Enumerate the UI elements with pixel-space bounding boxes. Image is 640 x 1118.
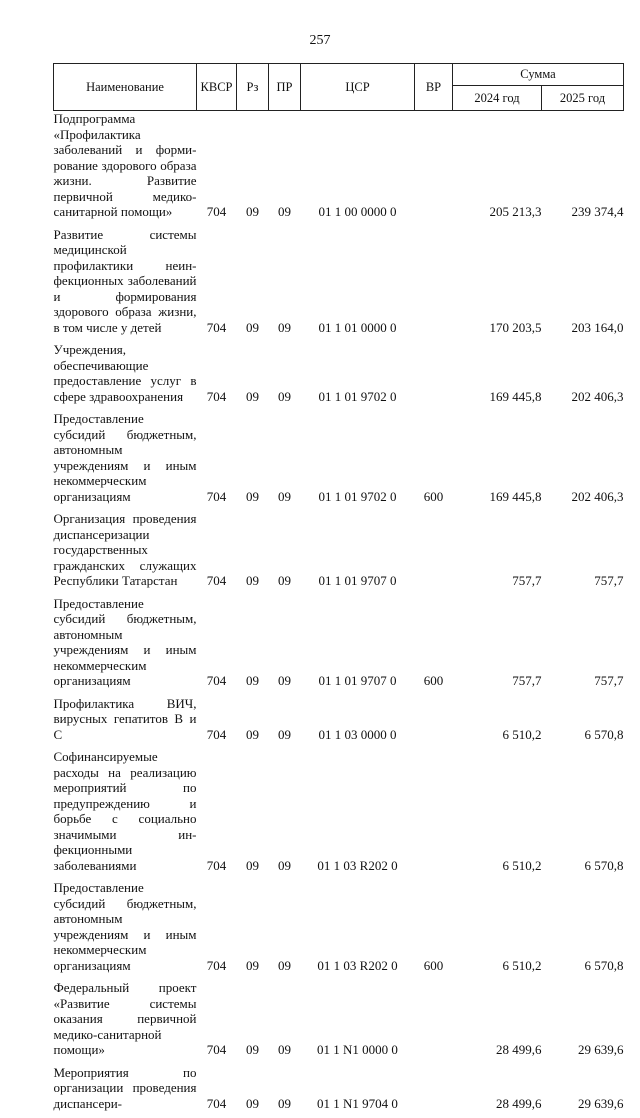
row-amount-2025: 202 406,3 [542, 342, 624, 411]
row-vr [415, 980, 453, 1065]
row-name: Предоставление субсидий бюджетным, автономным учреждениям и иным некоммерческим организациям [54, 880, 197, 980]
row-rz: 09 [237, 342, 269, 411]
row-kvsr: 704 [197, 411, 237, 511]
row-amount-2024: 28 499,6 [453, 1065, 542, 1118]
table-row [54, 696, 624, 750]
table-row [54, 342, 624, 411]
row-rz: 09 [237, 511, 269, 596]
table-row [54, 511, 624, 596]
row-csr: 01 1 00 0000 0 [301, 111, 415, 227]
row-pr: 09 [269, 411, 301, 511]
header-sum: Сумма [453, 64, 624, 86]
row-amount-2025: 203 164,0 [542, 227, 624, 343]
row-kvsr: 704 [197, 227, 237, 343]
header-vr: ВР [415, 64, 453, 111]
header-rz: Рз [237, 64, 269, 111]
row-csr: 01 1 03 R202 0 [301, 749, 415, 880]
row-amount-2024: 757,7 [453, 511, 542, 596]
row-rz: 09 [237, 111, 269, 227]
table-row [54, 749, 624, 880]
page-number: 257 [0, 33, 640, 49]
row-amount-2024: 6 510,2 [453, 749, 542, 880]
row-amount-2025: 757,7 [542, 511, 624, 596]
table-row [54, 980, 624, 1065]
row-amount-2024: 6 510,2 [453, 696, 542, 750]
row-amount-2024: 170 203,5 [453, 227, 542, 343]
row-name: Федеральный проект «Развитие системы оказания первичной медико-санитарной помощи» [54, 980, 197, 1065]
row-rz: 09 [237, 1065, 269, 1118]
row-rz: 09 [237, 749, 269, 880]
row-amount-2024: 757,7 [453, 596, 542, 696]
row-name: Софинансируемые расходы на реализацию мероприятий по предупреждению и борьбе с социально значимыми инфекционными заболеваниями [54, 749, 197, 880]
table-row [54, 1065, 624, 1118]
table-row [54, 227, 624, 343]
budget-table [53, 63, 624, 1118]
row-name: Предоставление субсидий бюджетным, автономным учреждениям и иным некоммерческим организациям [54, 411, 197, 511]
table-row [54, 596, 624, 696]
row-amount-2025: 6 570,8 [542, 880, 624, 980]
row-vr [415, 749, 453, 880]
row-pr: 09 [269, 596, 301, 696]
row-amount-2025: 202 406,3 [542, 411, 624, 511]
row-name: Предоставление субсидий бюджетным, автономным учреждениям и иным некоммерческим организациям [54, 596, 197, 696]
row-amount-2025: 6 570,8 [542, 696, 624, 750]
row-rz: 09 [237, 880, 269, 980]
row-kvsr: 704 [197, 511, 237, 596]
row-csr: 01 1 03 R202 0 [301, 880, 415, 980]
row-kvsr: 704 [197, 980, 237, 1065]
row-name: Подпрограмма «Профилактика заболеваний и формирование здорового образа жизни. Развитие первичной медико-санитарной помощи» [54, 111, 197, 227]
row-csr: 01 1 01 9707 0 [301, 596, 415, 696]
row-vr: 600 [415, 596, 453, 696]
row-amount-2024: 28 499,6 [453, 980, 542, 1065]
row-amount-2025: 6 570,8 [542, 749, 624, 880]
row-kvsr: 704 [197, 696, 237, 750]
row-csr: 01 1 01 9702 0 [301, 342, 415, 411]
row-amount-2024: 169 445,8 [453, 411, 542, 511]
header-name: Наименование [54, 64, 197, 111]
header-csr: ЦСР [301, 64, 415, 111]
row-csr: 01 1 01 0000 0 [301, 227, 415, 343]
header-pr: ПР [269, 64, 301, 111]
table-body [54, 111, 624, 1118]
row-pr: 09 [269, 111, 301, 227]
row-kvsr: 704 [197, 342, 237, 411]
row-csr: 01 1 01 9707 0 [301, 511, 415, 596]
row-kvsr: 704 [197, 596, 237, 696]
row-name: Развитие системы медицинской профилактики неинфекционных заболеваний и формирования здорового образа жизни, в том числе у детей [54, 227, 197, 343]
header-kvsr: КВСР [197, 64, 237, 111]
row-amount-2024: 6 510,2 [453, 880, 542, 980]
row-csr: 01 1 03 0000 0 [301, 696, 415, 750]
row-vr [415, 342, 453, 411]
row-amount-2025: 757,7 [542, 596, 624, 696]
row-amount-2024: 205 213,3 [453, 111, 542, 227]
row-rz: 09 [237, 696, 269, 750]
row-name: Учреждения, обеспечивающие предоставление услуг в сфере здравоохранения [54, 342, 197, 411]
header-year-2024: 2024 год [453, 86, 542, 111]
table-row [54, 880, 624, 980]
row-amount-2025: 29 639,6 [542, 1065, 624, 1118]
row-vr [415, 696, 453, 750]
row-pr: 09 [269, 227, 301, 343]
row-vr: 600 [415, 880, 453, 980]
row-amount-2025: 29 639,6 [542, 980, 624, 1065]
row-rz: 09 [237, 227, 269, 343]
header-year-2025: 2025 год [542, 86, 624, 111]
row-pr: 09 [269, 696, 301, 750]
row-name: Мероприятия по организации проведения диспансери- [54, 1065, 197, 1118]
row-csr: 01 1 N1 0000 0 [301, 980, 415, 1065]
row-pr: 09 [269, 1065, 301, 1118]
table-row [54, 111, 624, 227]
row-pr: 09 [269, 980, 301, 1065]
row-kvsr: 704 [197, 1065, 237, 1118]
row-name: Организация проведения диспансеризации государственных гражданских служащих Республики Татарстан [54, 511, 197, 596]
row-vr [415, 1065, 453, 1118]
row-rz: 09 [237, 980, 269, 1065]
row-pr: 09 [269, 749, 301, 880]
row-csr: 01 1 N1 9704 0 [301, 1065, 415, 1118]
row-kvsr: 704 [197, 880, 237, 980]
row-vr [415, 111, 453, 227]
row-vr [415, 227, 453, 343]
row-name: Профилактика ВИЧ, вирусных гепатитов В и С [54, 696, 197, 750]
row-pr: 09 [269, 880, 301, 980]
row-amount-2025: 239 374,4 [542, 111, 624, 227]
row-rz: 09 [237, 411, 269, 511]
row-csr: 01 1 01 9702 0 [301, 411, 415, 511]
row-pr: 09 [269, 511, 301, 596]
row-vr [415, 511, 453, 596]
row-kvsr: 704 [197, 111, 237, 227]
row-kvsr: 704 [197, 749, 237, 880]
row-vr: 600 [415, 411, 453, 511]
row-pr: 09 [269, 342, 301, 411]
row-amount-2024: 169 445,8 [453, 342, 542, 411]
table-row [54, 411, 624, 511]
row-rz: 09 [237, 596, 269, 696]
